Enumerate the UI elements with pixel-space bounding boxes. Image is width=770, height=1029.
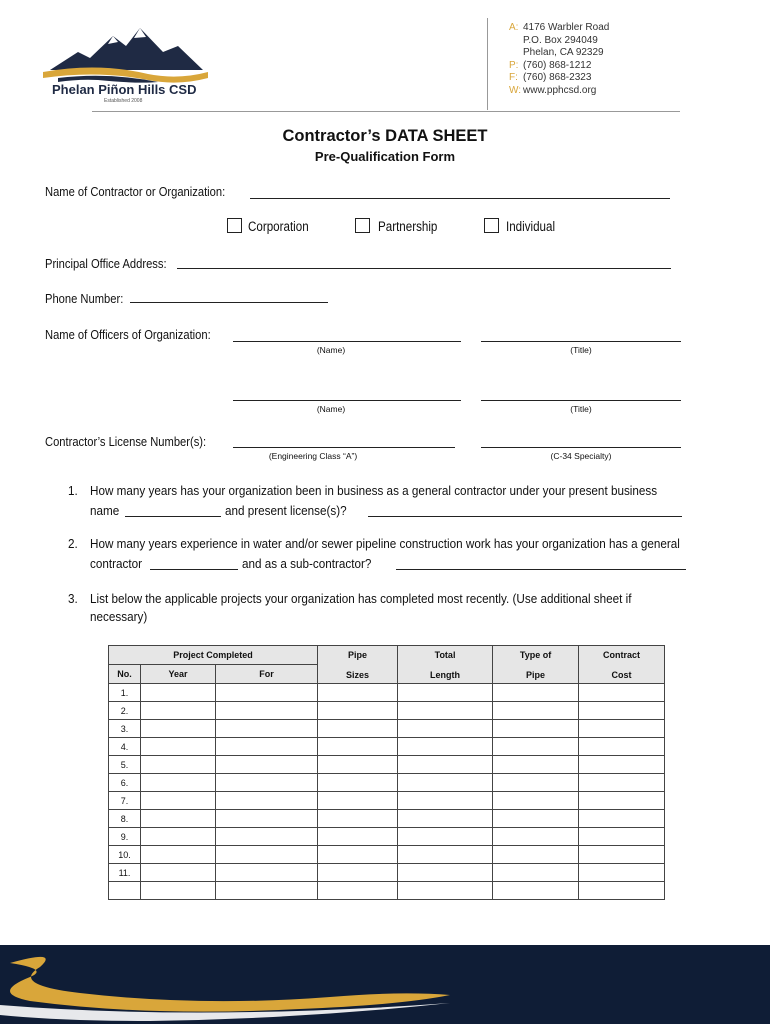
caption-c34: (C-34 Specialty) xyxy=(550,451,612,461)
table-cell[interactable] xyxy=(141,684,216,702)
q1-line-2a: name xyxy=(90,503,120,518)
individual-checkbox[interactable] xyxy=(484,218,499,233)
table-cell[interactable] xyxy=(318,702,398,720)
row-number: 11. xyxy=(109,864,141,882)
table-cell[interactable] xyxy=(318,882,398,900)
address-line-1: 4176 Warbler Road xyxy=(523,22,610,33)
table-cell[interactable] xyxy=(398,846,493,864)
table-cell[interactable] xyxy=(141,774,216,792)
row-number: 3. xyxy=(109,720,141,738)
license-c34-field[interactable] xyxy=(481,447,681,448)
table-row xyxy=(109,828,665,846)
table-cell[interactable] xyxy=(216,828,318,846)
header-divider xyxy=(92,111,680,112)
table-cell[interactable] xyxy=(318,792,398,810)
q2-line-2b: and as a sub-contractor? xyxy=(242,556,372,571)
table-cell[interactable] xyxy=(141,702,216,720)
table-cell[interactable] xyxy=(493,828,579,846)
table-cell[interactable] xyxy=(216,738,318,756)
contact-web: www.pphcsd.org xyxy=(523,84,597,96)
table-cell[interactable] xyxy=(216,720,318,738)
logo xyxy=(38,22,213,117)
license-label: Contractor’s License Number(s): xyxy=(45,434,207,449)
corporation-label: Corporation xyxy=(248,219,309,234)
q2-sub-years-field[interactable] xyxy=(396,569,686,570)
for-header: For xyxy=(216,665,318,684)
table-cell[interactable] xyxy=(141,864,216,882)
table-cell[interactable] xyxy=(493,864,579,882)
table-cell[interactable] xyxy=(579,828,665,846)
table-row xyxy=(109,702,665,720)
fax-key: F: xyxy=(509,72,518,84)
table-cell[interactable] xyxy=(141,846,216,864)
table-cell[interactable] xyxy=(579,810,665,828)
table-cell[interactable] xyxy=(141,792,216,810)
table-cell[interactable] xyxy=(398,882,493,900)
q1-years-field[interactable] xyxy=(125,516,221,517)
table-cell[interactable] xyxy=(493,774,579,792)
row-number: 4. xyxy=(109,738,141,756)
footer-band xyxy=(0,945,770,1024)
table-cell[interactable] xyxy=(216,864,318,882)
total-length-header: Total Length xyxy=(398,646,493,684)
caption-eng: (Engineering Class “A”) xyxy=(268,451,358,461)
table-cell[interactable] xyxy=(216,810,318,828)
table-cell[interactable] xyxy=(141,738,216,756)
q3-line-1: List below the applicable projects your organization has completed most recently. (Use additional sheet if xyxy=(90,591,632,606)
table-cell[interactable] xyxy=(318,684,398,702)
table-cell[interactable] xyxy=(398,684,493,702)
contact-block xyxy=(509,22,609,98)
table-cell[interactable] xyxy=(398,720,493,738)
contract-cost-header: Contract Cost xyxy=(579,646,665,684)
q1-number: 1. xyxy=(68,483,78,498)
table-cell[interactable] xyxy=(493,720,579,738)
q1-line-2b: and present license(s)? xyxy=(225,503,347,518)
table-row xyxy=(109,774,665,792)
year-header: Year xyxy=(141,665,216,684)
q3-line-2: necessary) xyxy=(90,609,148,624)
table-cell[interactable] xyxy=(318,846,398,864)
partnership-checkbox[interactable] xyxy=(355,218,370,233)
table-cell[interactable] xyxy=(141,720,216,738)
table-cell[interactable] xyxy=(318,720,398,738)
table-cell[interactable] xyxy=(216,702,318,720)
table-row xyxy=(109,756,665,774)
address-key: A: xyxy=(509,22,519,33)
table-cell[interactable] xyxy=(579,702,665,720)
phone-key: P: xyxy=(509,59,519,71)
table-cell[interactable] xyxy=(579,882,665,900)
q2-gc-years-field[interactable] xyxy=(150,569,238,570)
table-cell[interactable] xyxy=(398,774,493,792)
caption-title-2: (Title) xyxy=(570,404,592,414)
table-cell[interactable] xyxy=(493,810,579,828)
type-of-pipe-header: Type of Pipe xyxy=(493,646,579,684)
officer-title-field-2[interactable] xyxy=(481,400,681,401)
table-cell[interactable] xyxy=(493,738,579,756)
table-row xyxy=(109,720,665,738)
row-number: 5. xyxy=(109,756,141,774)
table-cell[interactable] xyxy=(141,828,216,846)
table-cell[interactable] xyxy=(216,756,318,774)
row-number: 6. xyxy=(109,774,141,792)
q2-line-1: How many years experience in water and/or sewer pipeline construction work has your organization has a general xyxy=(90,536,680,551)
row-number: 9. xyxy=(109,828,141,846)
table-cell[interactable] xyxy=(216,882,318,900)
table-cell[interactable] xyxy=(141,882,216,900)
table-cell[interactable] xyxy=(579,846,665,864)
contractor-name-field[interactable] xyxy=(250,198,670,199)
logo-established: Established 2008 xyxy=(104,98,143,104)
table-cell[interactable] xyxy=(579,792,665,810)
table-cell[interactable] xyxy=(493,846,579,864)
license-eng-field[interactable] xyxy=(233,447,455,448)
caption-name-1: (Name) xyxy=(316,345,346,355)
table-row xyxy=(109,792,665,810)
table-cell[interactable] xyxy=(493,684,579,702)
projects-table xyxy=(108,645,665,900)
table-row xyxy=(109,864,665,882)
table-cell[interactable] xyxy=(318,774,398,792)
row-number: 10. xyxy=(109,846,141,864)
officer-name-field-2[interactable] xyxy=(233,400,461,401)
table-cell[interactable] xyxy=(398,792,493,810)
no-header: No. xyxy=(109,665,141,684)
officers-label: Name of Officers of Organization: xyxy=(45,327,211,342)
contractor-name-label: Name of Contractor or Organization: xyxy=(45,184,226,199)
corporation-checkbox[interactable] xyxy=(227,218,242,233)
individual-label: Individual xyxy=(506,219,556,234)
swoosh-icon xyxy=(0,945,770,1024)
web-key: W: xyxy=(509,84,522,96)
phone-field[interactable] xyxy=(130,302,328,303)
table-cell[interactable] xyxy=(318,810,398,828)
row-number: 2. xyxy=(109,702,141,720)
address-field[interactable] xyxy=(177,268,671,269)
table-cell[interactable] xyxy=(493,756,579,774)
table-cell[interactable] xyxy=(141,810,216,828)
table-cell[interactable] xyxy=(318,828,398,846)
table-cell[interactable] xyxy=(493,792,579,810)
table-cell[interactable] xyxy=(398,738,493,756)
table-row xyxy=(109,738,665,756)
table-cell[interactable] xyxy=(318,864,398,882)
table-row xyxy=(109,684,665,702)
q1-line-1: How many years has your organization been in business as a general contractor under your present business xyxy=(90,483,658,498)
table-row xyxy=(109,846,665,864)
table-cell[interactable] xyxy=(216,792,318,810)
partnership-label: Partnership xyxy=(378,219,438,234)
q3-number: 3. xyxy=(68,591,78,606)
table-row xyxy=(109,882,665,900)
table-cell[interactable] xyxy=(398,828,493,846)
table-cell[interactable] xyxy=(216,774,318,792)
row-number: 7. xyxy=(109,792,141,810)
table-cell[interactable] xyxy=(579,864,665,882)
contact-phone: (760) 868-1212 xyxy=(523,59,592,71)
caption-title-1: (Title) xyxy=(570,345,592,355)
header-divider-vertical xyxy=(487,18,488,110)
phone-label: Phone Number: xyxy=(45,291,124,306)
table-cell[interactable] xyxy=(579,774,665,792)
table-cell[interactable] xyxy=(398,756,493,774)
address-line-3: Phelan, CA 92329 xyxy=(523,47,604,59)
q2-line-2a: contractor xyxy=(90,556,143,571)
caption-name-2: (Name) xyxy=(316,404,346,414)
table-cell[interactable] xyxy=(493,702,579,720)
table-cell[interactable] xyxy=(398,864,493,882)
address-line-2: P.O. Box 294049 xyxy=(523,34,598,46)
row-number: 1. xyxy=(109,684,141,702)
table-cell[interactable] xyxy=(398,702,493,720)
table-cell[interactable] xyxy=(141,756,216,774)
officer-title-field-1[interactable] xyxy=(481,341,681,342)
officer-name-field-1[interactable] xyxy=(233,341,461,342)
table-cell[interactable] xyxy=(579,684,665,702)
q1-license-field[interactable] xyxy=(368,516,682,517)
row-number xyxy=(109,882,141,900)
page-title: Contractor’s DATA SHEET xyxy=(282,127,488,145)
table-cell[interactable] xyxy=(318,756,398,774)
contact-fax: (760) 868-2323 xyxy=(523,72,592,84)
table-cell[interactable] xyxy=(216,846,318,864)
table-row xyxy=(109,810,665,828)
table-cell[interactable] xyxy=(398,810,493,828)
table-cell[interactable] xyxy=(216,684,318,702)
q2-number: 2. xyxy=(68,536,78,551)
project-completed-header: Project Completed xyxy=(109,646,318,665)
row-number: 8. xyxy=(109,810,141,828)
pipe-sizes-header: Pipe Sizes xyxy=(318,646,398,684)
page-subtitle: Pre-Qualification Form xyxy=(314,149,456,164)
logo-name: Phelan Piñon Hills CSD xyxy=(52,82,197,97)
table-cell[interactable] xyxy=(579,720,665,738)
table-cell[interactable] xyxy=(493,882,579,900)
address-label: Principal Office Address: xyxy=(45,256,167,271)
table-cell[interactable] xyxy=(579,738,665,756)
table-cell[interactable] xyxy=(318,738,398,756)
table-cell[interactable] xyxy=(579,756,665,774)
